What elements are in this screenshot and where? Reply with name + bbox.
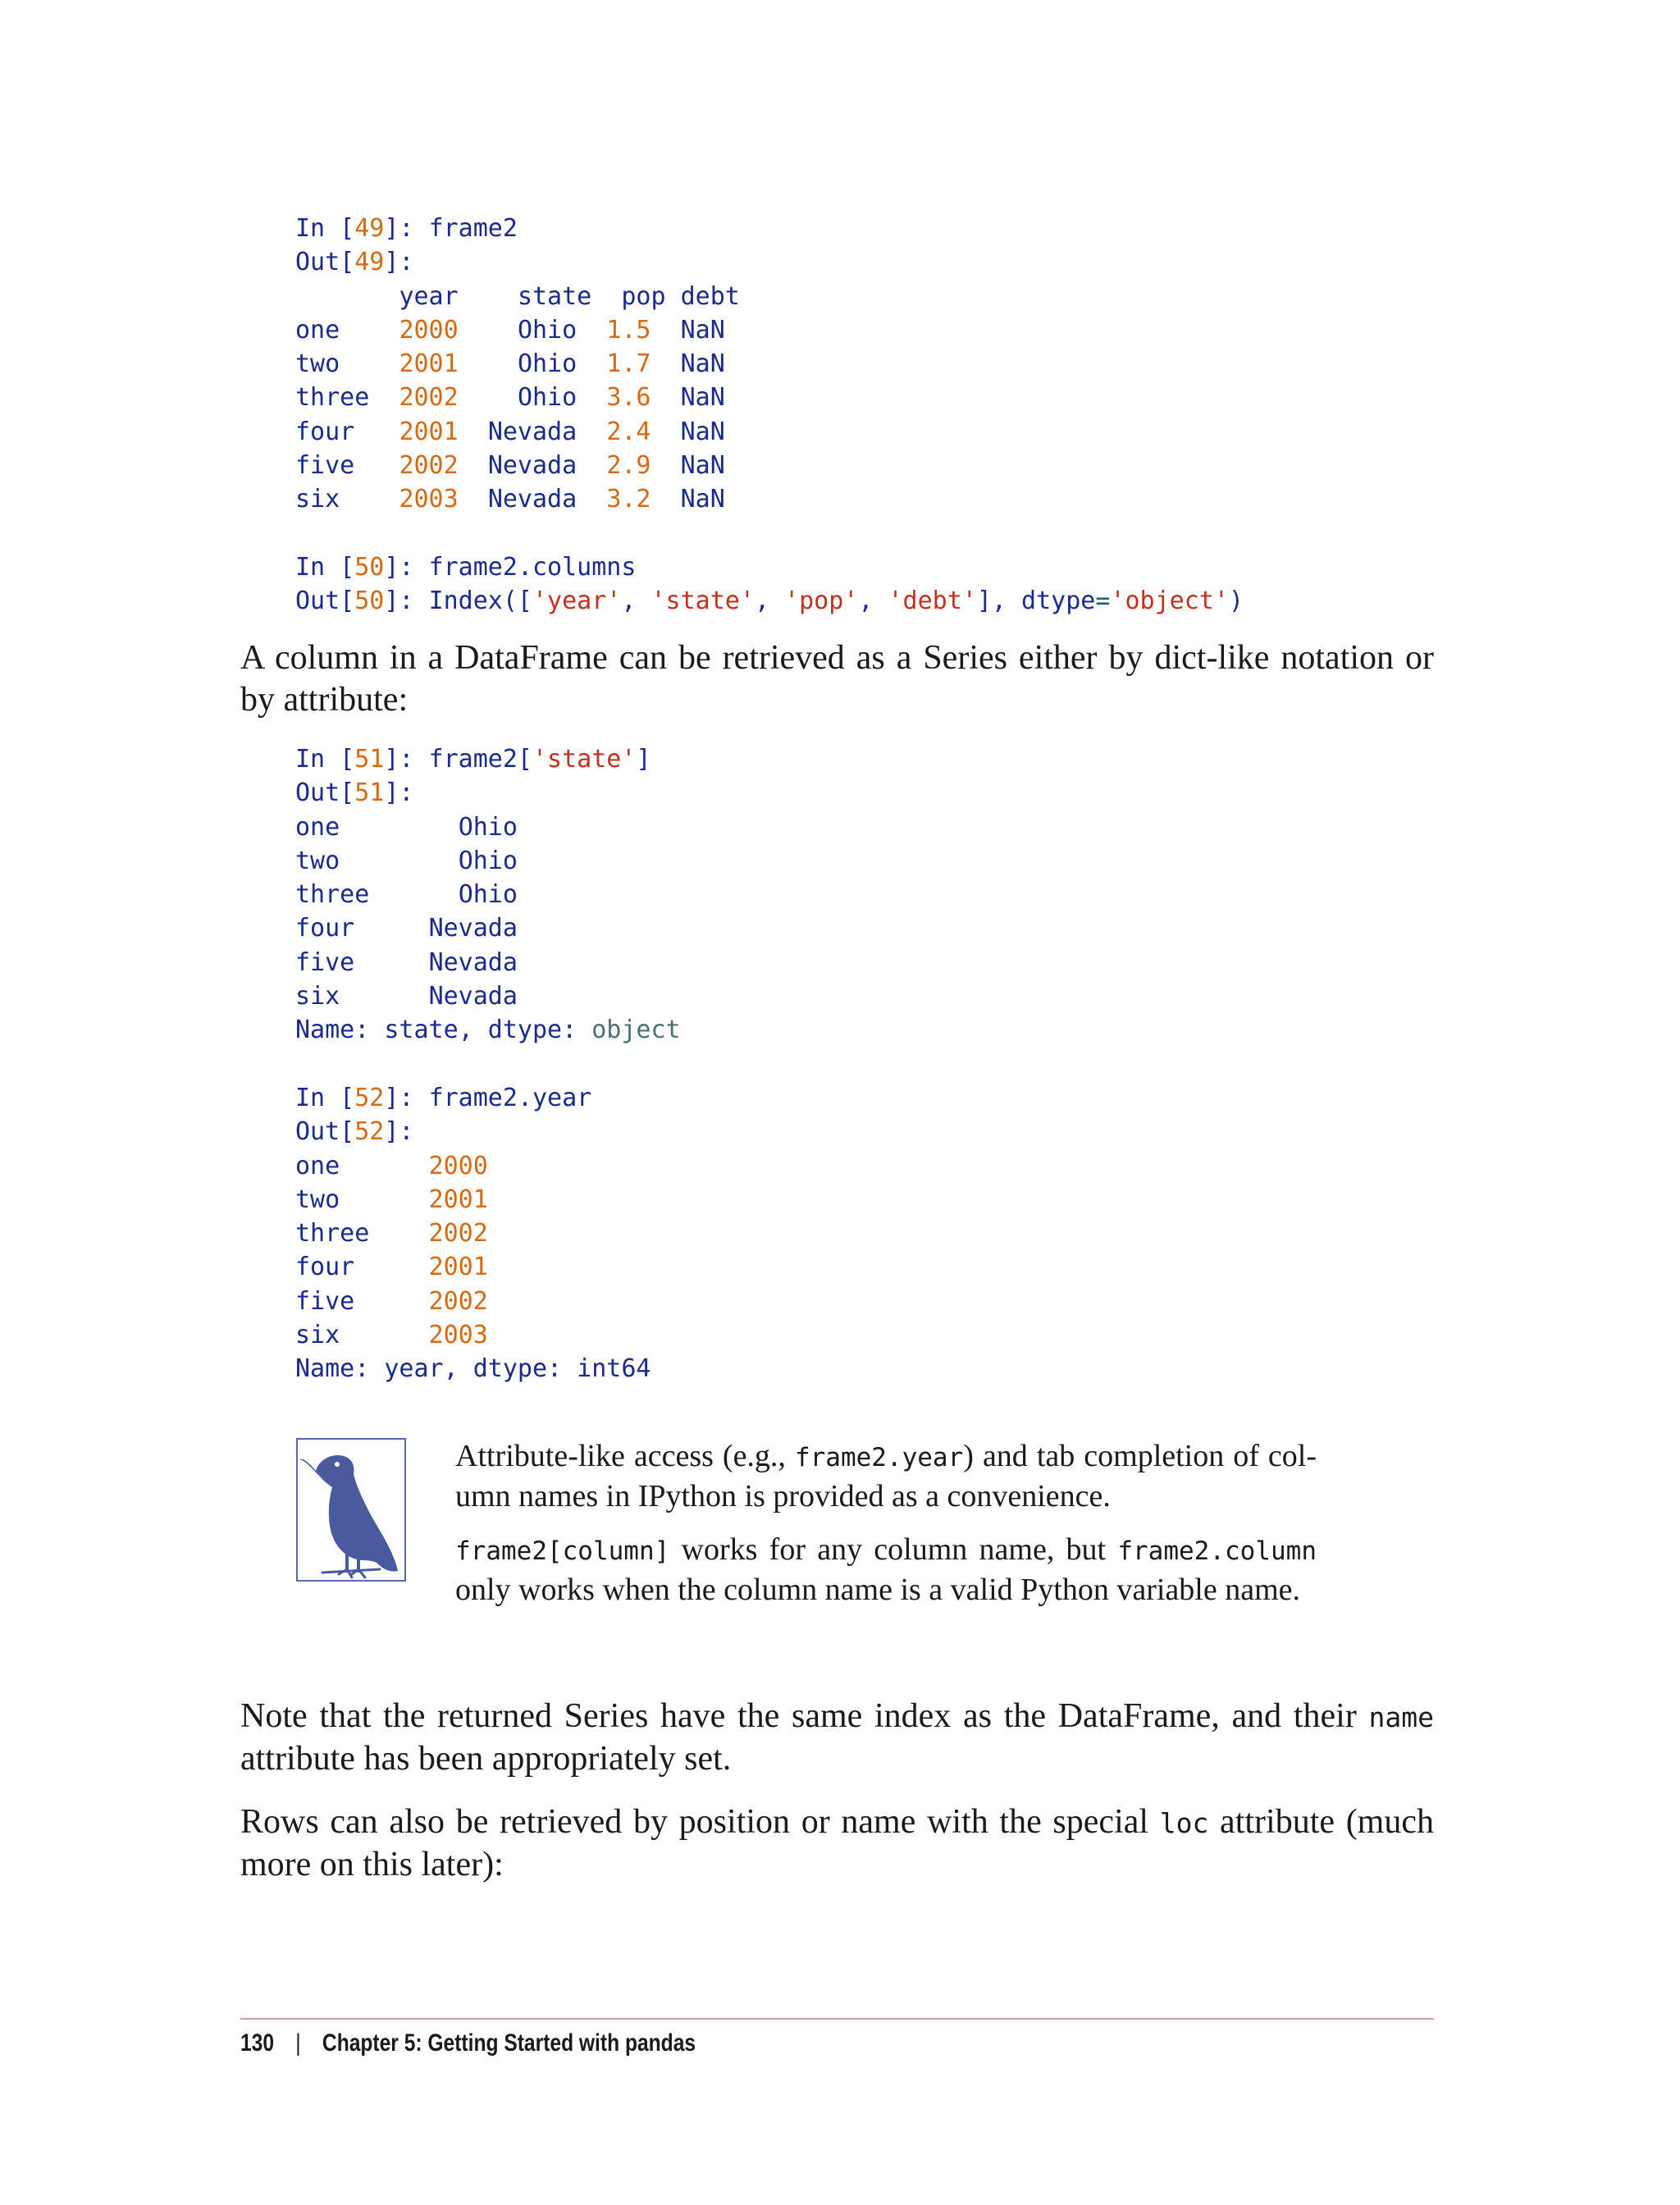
code-function: Index([ — [428, 587, 532, 616]
series-dtype-label: , dtype: — [458, 1016, 592, 1045]
code-variable: frame2 — [428, 1084, 518, 1112]
cell-year: 2002 — [399, 383, 459, 413]
note-text: works for any column name, but — [669, 1532, 1118, 1567]
cell-pop: 2.9 — [606, 451, 651, 481]
column-header: pop — [621, 281, 666, 311]
row-label: five — [295, 451, 355, 481]
code-separator: , — [621, 587, 651, 616]
code-block-frame2 — [295, 212, 740, 517]
cell-state: Ohio — [517, 383, 578, 413]
series-value: 2003 — [428, 1321, 488, 1350]
series-value: 2001 — [428, 1185, 488, 1214]
inline-code: name — [1368, 1701, 1434, 1733]
string-literal: 'object' — [1110, 587, 1229, 616]
inline-code: frame2[column] — [455, 1536, 670, 1566]
series-value: Ohio — [458, 812, 518, 842]
code-text: ], dtype — [976, 587, 1096, 616]
cell-number: 52 — [354, 1117, 385, 1147]
code-block-year-series — [295, 1081, 651, 1386]
series-dtype-label: , dtype: — [443, 1354, 578, 1384]
cell-pop: 1.5 — [606, 315, 651, 345]
cell-debt: NaN — [680, 383, 725, 413]
code-attribute: .year — [517, 1084, 592, 1112]
code-variable: frame2 — [428, 553, 518, 582]
cell-number: 50 — [354, 587, 385, 616]
string-literal: 'year' — [532, 587, 622, 616]
footer-rule — [240, 2018, 1434, 2020]
cell-number: 49 — [354, 214, 385, 243]
cell-number: 52 — [354, 1084, 385, 1112]
series-value: Nevada — [428, 914, 518, 943]
column-header: state — [517, 281, 592, 311]
note-paragraph-2 — [455, 1531, 1317, 1609]
in-prompt: ]: — [384, 1084, 429, 1112]
row-label: two — [295, 846, 340, 875]
series-name-label: Name: — [295, 1016, 385, 1045]
row-label: two — [295, 1185, 340, 1214]
code-attribute: .columns — [517, 553, 637, 582]
cell-year: 2001 — [399, 349, 459, 379]
page-footer — [240, 2029, 696, 2057]
cell-state: Ohio — [517, 315, 578, 345]
cell-year: 2002 — [399, 451, 459, 481]
string-literal: 'state' — [532, 745, 637, 774]
paragraph-rows-loc — [240, 1801, 1434, 1886]
chapter-title: Chapter 5: Getting Started with pandas — [322, 2029, 696, 2057]
cell-debt: NaN — [680, 417, 725, 446]
in-prompt: ]: — [384, 553, 429, 582]
cell-debt: NaN — [680, 451, 725, 481]
series-name: state — [384, 1016, 459, 1045]
row-label: one — [295, 1151, 340, 1180]
cell-state: Nevada — [487, 417, 578, 446]
cell-debt: NaN — [680, 315, 725, 345]
in-prompt: In [ — [295, 745, 355, 774]
row-label: one — [295, 315, 340, 345]
series-value: 2002 — [428, 1219, 488, 1249]
paragraph-text: Note that the returned Series have the same index as the DataFrame, and their — [240, 1697, 1369, 1735]
cell-state: Ohio — [517, 349, 578, 379]
cell-number: 49 — [354, 248, 385, 277]
series-value: Ohio — [458, 880, 518, 910]
in-prompt: ]: — [384, 214, 429, 243]
paragraph-column-retrieval: A column in a DataFrame can be retrieved as a Series either by dict-like notation or by attribute: — [240, 639, 1434, 719]
series-value: Nevada — [428, 982, 518, 1011]
series-value: 2001 — [428, 1253, 488, 1282]
page-number: 130 — [240, 2029, 275, 2057]
cell-number: 50 — [354, 553, 385, 582]
code-separator: , — [754, 587, 785, 616]
series-value: 2000 — [428, 1151, 488, 1180]
cell-pop: 3.6 — [606, 383, 651, 413]
cell-year: 2000 — [399, 315, 459, 345]
out-prompt: Out[ — [295, 778, 355, 808]
cell-number: 51 — [354, 778, 385, 808]
cell-year: 2001 — [399, 417, 459, 446]
cell-pop: 3.2 — [606, 485, 651, 514]
row-label: six — [295, 1321, 340, 1350]
inline-code: frame2.year — [794, 1443, 964, 1472]
cell-debt: NaN — [680, 485, 725, 514]
cell-debt: NaN — [680, 349, 725, 379]
series-dtype: object — [591, 1016, 681, 1045]
cell-pop: 1.7 — [606, 349, 651, 379]
series-dtype: int64 — [577, 1354, 651, 1384]
row-label: three — [295, 383, 370, 413]
series-value: Ohio — [458, 846, 518, 875]
cell-year: 2003 — [399, 485, 459, 514]
in-prompt: In [ — [295, 214, 355, 243]
row-label: six — [295, 485, 340, 514]
out-prompt: ]: — [384, 587, 429, 616]
cell-state: Nevada — [487, 451, 578, 481]
series-value: Nevada — [428, 947, 518, 977]
row-label: four — [295, 914, 355, 943]
row-label: two — [295, 349, 340, 379]
row-label: six — [295, 982, 340, 1011]
note-text: ) and tab completion of col- umn names in IPython is provided as a convenience. — [455, 1439, 1317, 1513]
crow-icon — [296, 1438, 406, 1582]
column-header: debt — [680, 281, 740, 311]
note-paragraph-1 — [455, 1437, 1317, 1516]
code-text: ] — [636, 745, 651, 774]
inline-code: loc — [1159, 1807, 1209, 1839]
row-label: four — [295, 1253, 355, 1282]
cell-pop: 2.4 — [606, 417, 651, 446]
operator: = — [1095, 587, 1111, 616]
row-label: four — [295, 417, 355, 446]
row-label: three — [295, 880, 370, 910]
in-prompt: In [ — [295, 553, 355, 582]
code-expression: frame2 — [428, 214, 518, 243]
row-label: five — [295, 947, 355, 977]
paragraph-text: attribute has been appropriately set. — [240, 1740, 732, 1778]
out-prompt: Out[ — [295, 1117, 355, 1147]
out-prompt: Out[ — [295, 248, 355, 277]
paragraph-text: Rows can also be retrieved by position or name with the special — [240, 1803, 1160, 1841]
out-prompt: ]: — [384, 248, 414, 277]
series-name: year — [384, 1354, 444, 1384]
inline-code: frame2.column — [1117, 1536, 1317, 1566]
row-label: five — [295, 1286, 355, 1316]
series-name-label: Name: — [295, 1354, 385, 1384]
code-separator: , — [858, 587, 888, 616]
note-text: Attribute-like access (e.g., — [455, 1439, 795, 1473]
string-literal: 'debt' — [888, 587, 977, 616]
out-prompt: ]: — [384, 778, 414, 808]
paragraph-text: attribute (much more on this later): — [240, 1803, 1434, 1883]
row-label: one — [295, 812, 340, 842]
note-text: only works when the column name is a valid Python variable name. — [455, 1573, 1300, 1607]
column-header: year — [399, 281, 459, 311]
out-prompt: ]: — [384, 1117, 414, 1147]
cell-state: Nevada — [487, 485, 578, 514]
string-literal: 'pop' — [784, 587, 859, 616]
code-block-columns — [295, 550, 1244, 619]
in-prompt: ]: — [384, 745, 429, 774]
code-variable: frame2[ — [428, 745, 532, 774]
out-prompt: Out[ — [295, 587, 355, 616]
footer-separator: | — [295, 2029, 301, 2057]
series-value: 2002 — [428, 1286, 488, 1316]
code-text: ) — [1228, 587, 1244, 616]
code-block-state-series — [295, 742, 681, 1048]
paragraph-returned-series — [240, 1696, 1434, 1780]
string-literal: 'state' — [651, 587, 755, 616]
in-prompt: In [ — [295, 1084, 355, 1112]
cell-number: 51 — [354, 745, 385, 774]
row-label: three — [295, 1219, 370, 1249]
